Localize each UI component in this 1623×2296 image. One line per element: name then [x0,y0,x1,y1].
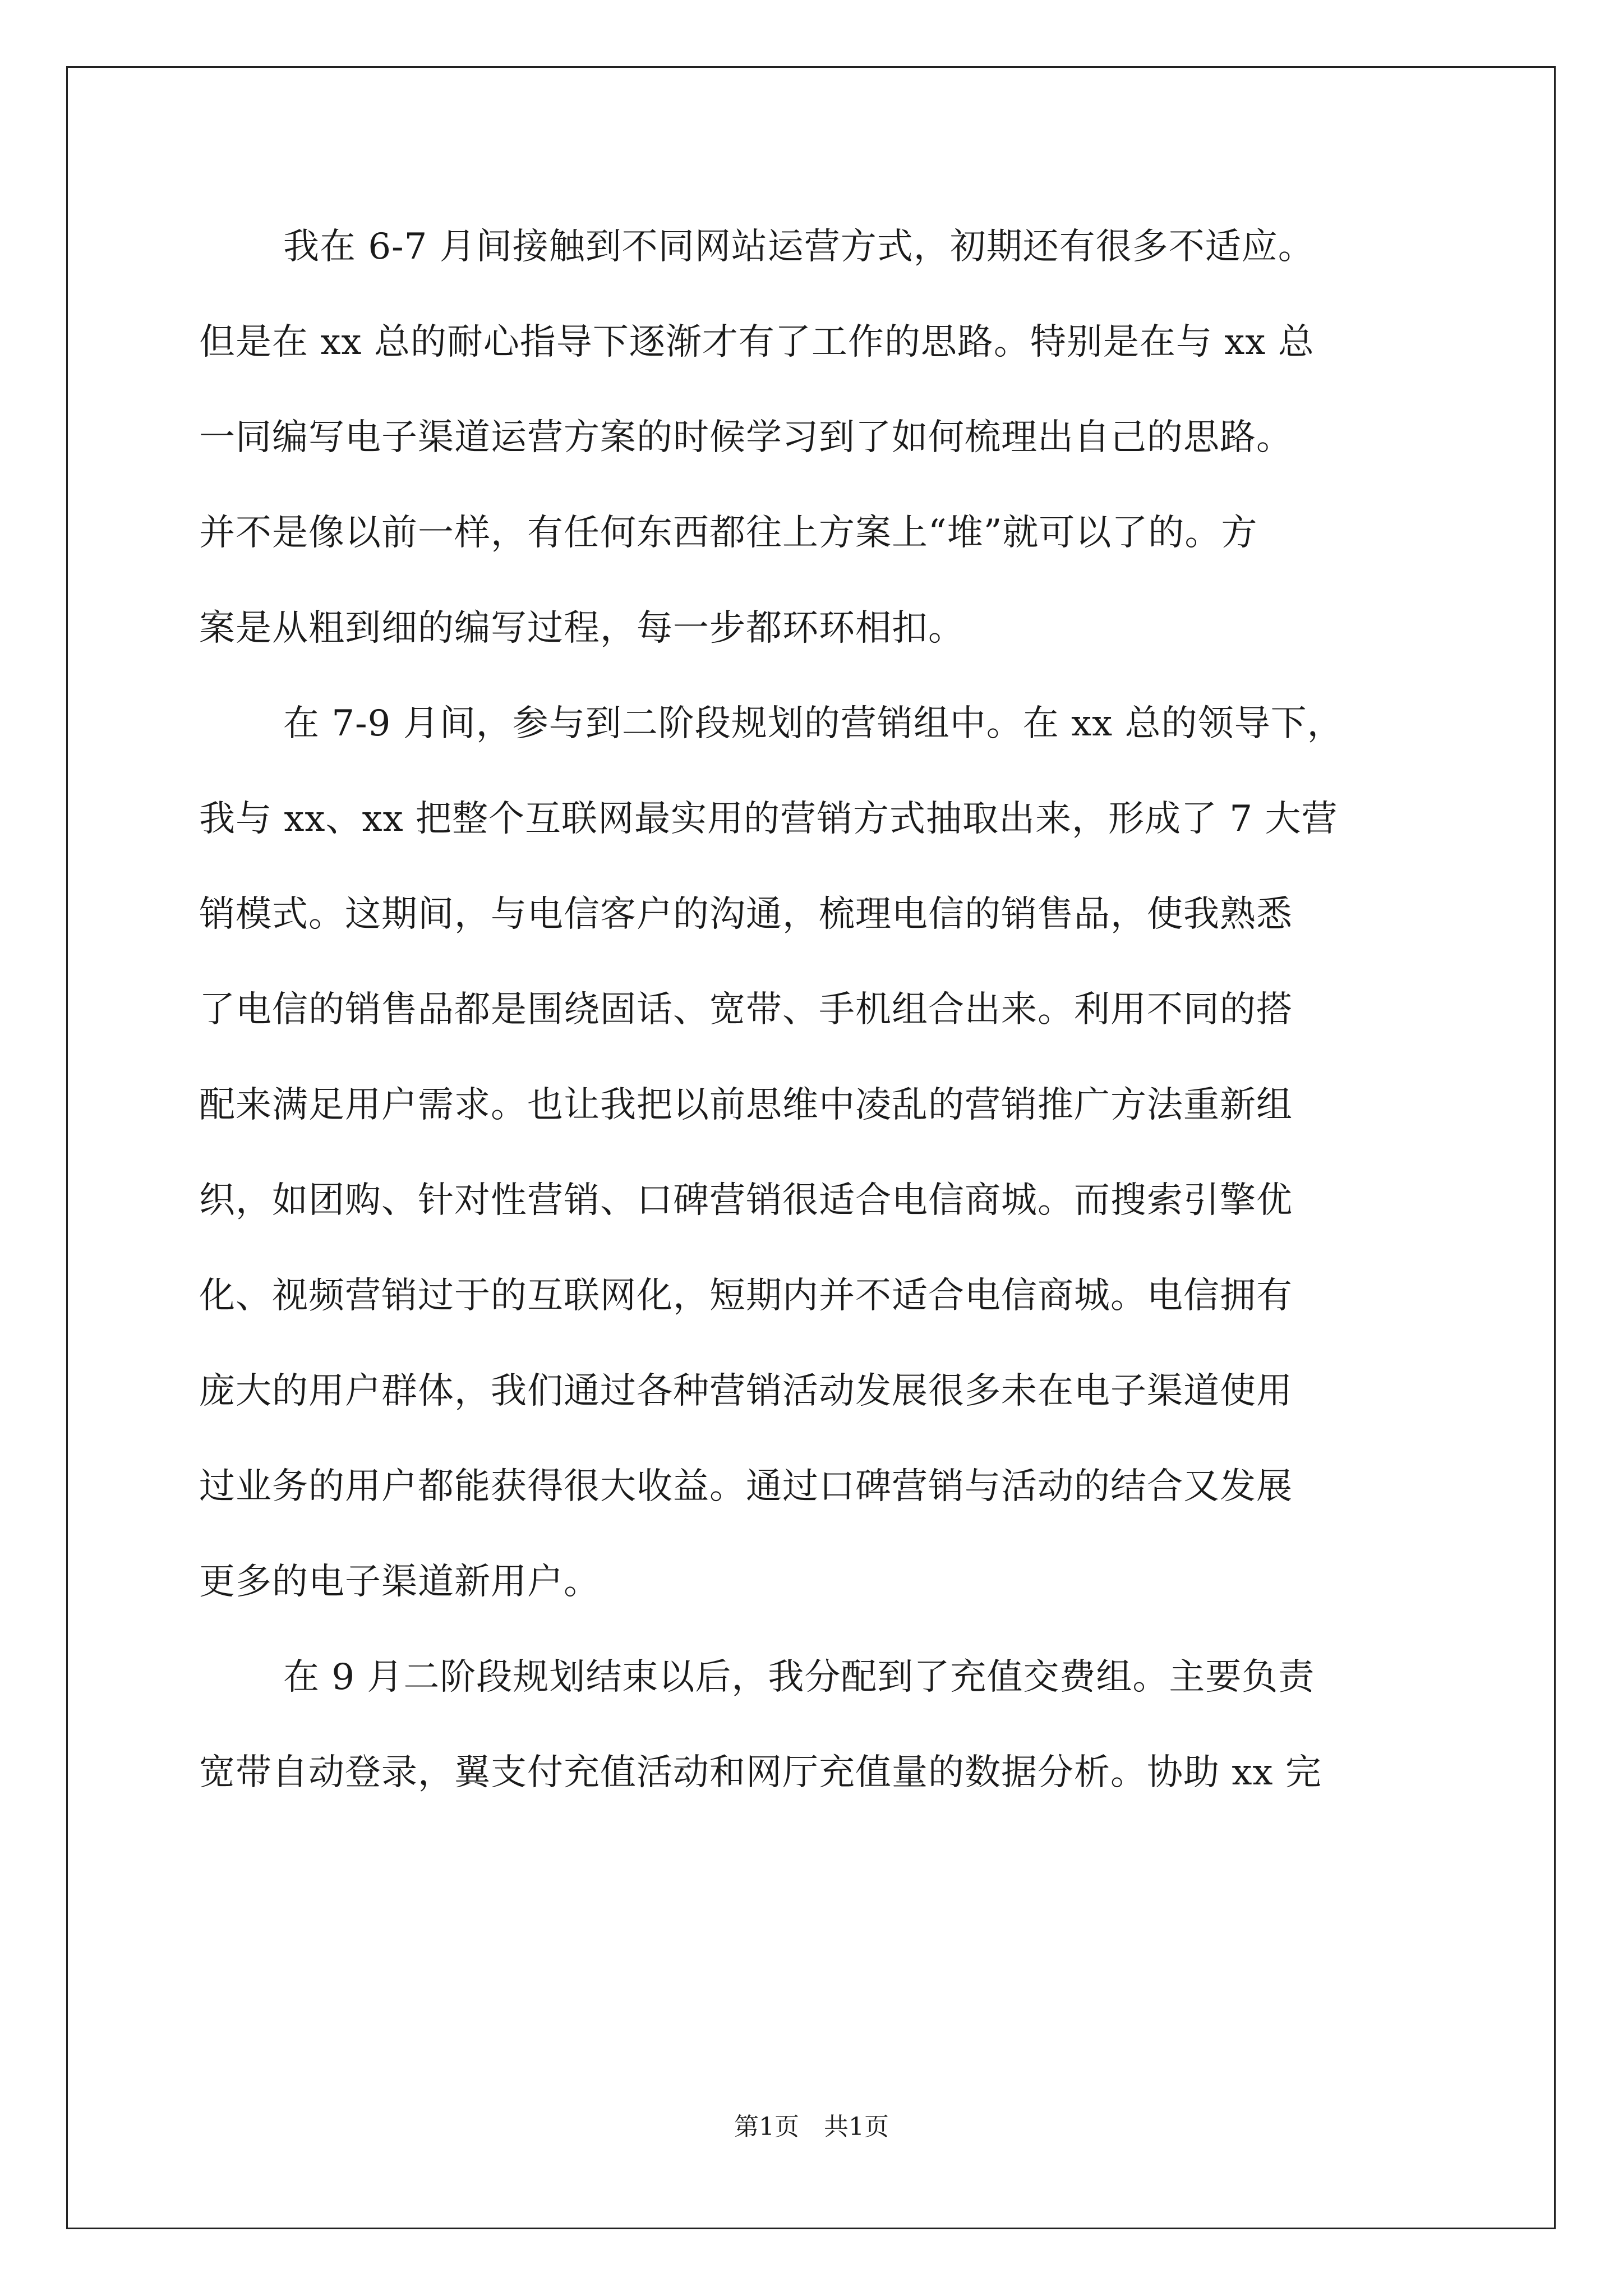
text-line: 配来满足用户需求。也让我把以前思维中凌乱的营销推广方法重新组 [199,1084,1293,1126]
text-line: 在 9 月二阶段规划结束以后，我分配到了充值交费组。主要负责 [283,1657,1315,1698]
document-body [199,199,1441,1820]
text-line: 织，如团购、针对性营销、口碑营销很适合电信商城。而搜索引擎优 [199,1180,1293,1221]
text-line: 庞大的用户群体，我们通过各种营销活动发展很多未在电子渠道使用 [199,1370,1293,1412]
text-line: 并不是像以前一样，有任何东西都往上方案上“堆”就可以了的。方 [199,512,1258,554]
text-line: 化、视频营销过于的互联网化，短期内并不适合电信商城。电信拥有 [199,1275,1293,1317]
text-line: 案是从粗到细的编写过程，每一步都环环相扣。 [199,608,965,649]
text-line: 更多的电子渠道新用户。 [199,1561,600,1603]
text-line: 但是在 xx 总的耐心指导下逐渐才有了工作的思路。特别是在与 xx 总 [199,321,1315,363]
text-line: 了电信的销售品都是围绕固话、宽带、手机组合出来。利用不同的搭 [199,989,1293,1030]
text-line: 一同编写电子渠道运营方案的时候学习到了如何梳理出自己的思路。 [199,417,1293,458]
text-line: 宽带自动登录，翼支付充值活动和网厅充值量的数据分析。协助 xx 完 [199,1752,1322,1793]
page-number-footer: 第1页 共1页 [734,2113,889,2141]
text-line: 我在 6-7 月间接触到不同网站运营方式，初期还有很多不适应。 [283,226,1315,268]
text-line: 我与 xx、xx 把整个互联网最实用的营销方式抽取出来，形成了 7 大营 [199,798,1338,840]
text-line: 过业务的用户都能获得很大收益。通过口碑营销与活动的结合又发展 [199,1466,1293,1507]
text-line: 销模式。这期间，与电信客户的沟通，梳理电信的销售品，使我熟悉 [199,894,1293,935]
text-line: 在 7-9 月间，参与到二阶段规划的营销组中。在 xx 总的领导下， [283,703,1344,744]
